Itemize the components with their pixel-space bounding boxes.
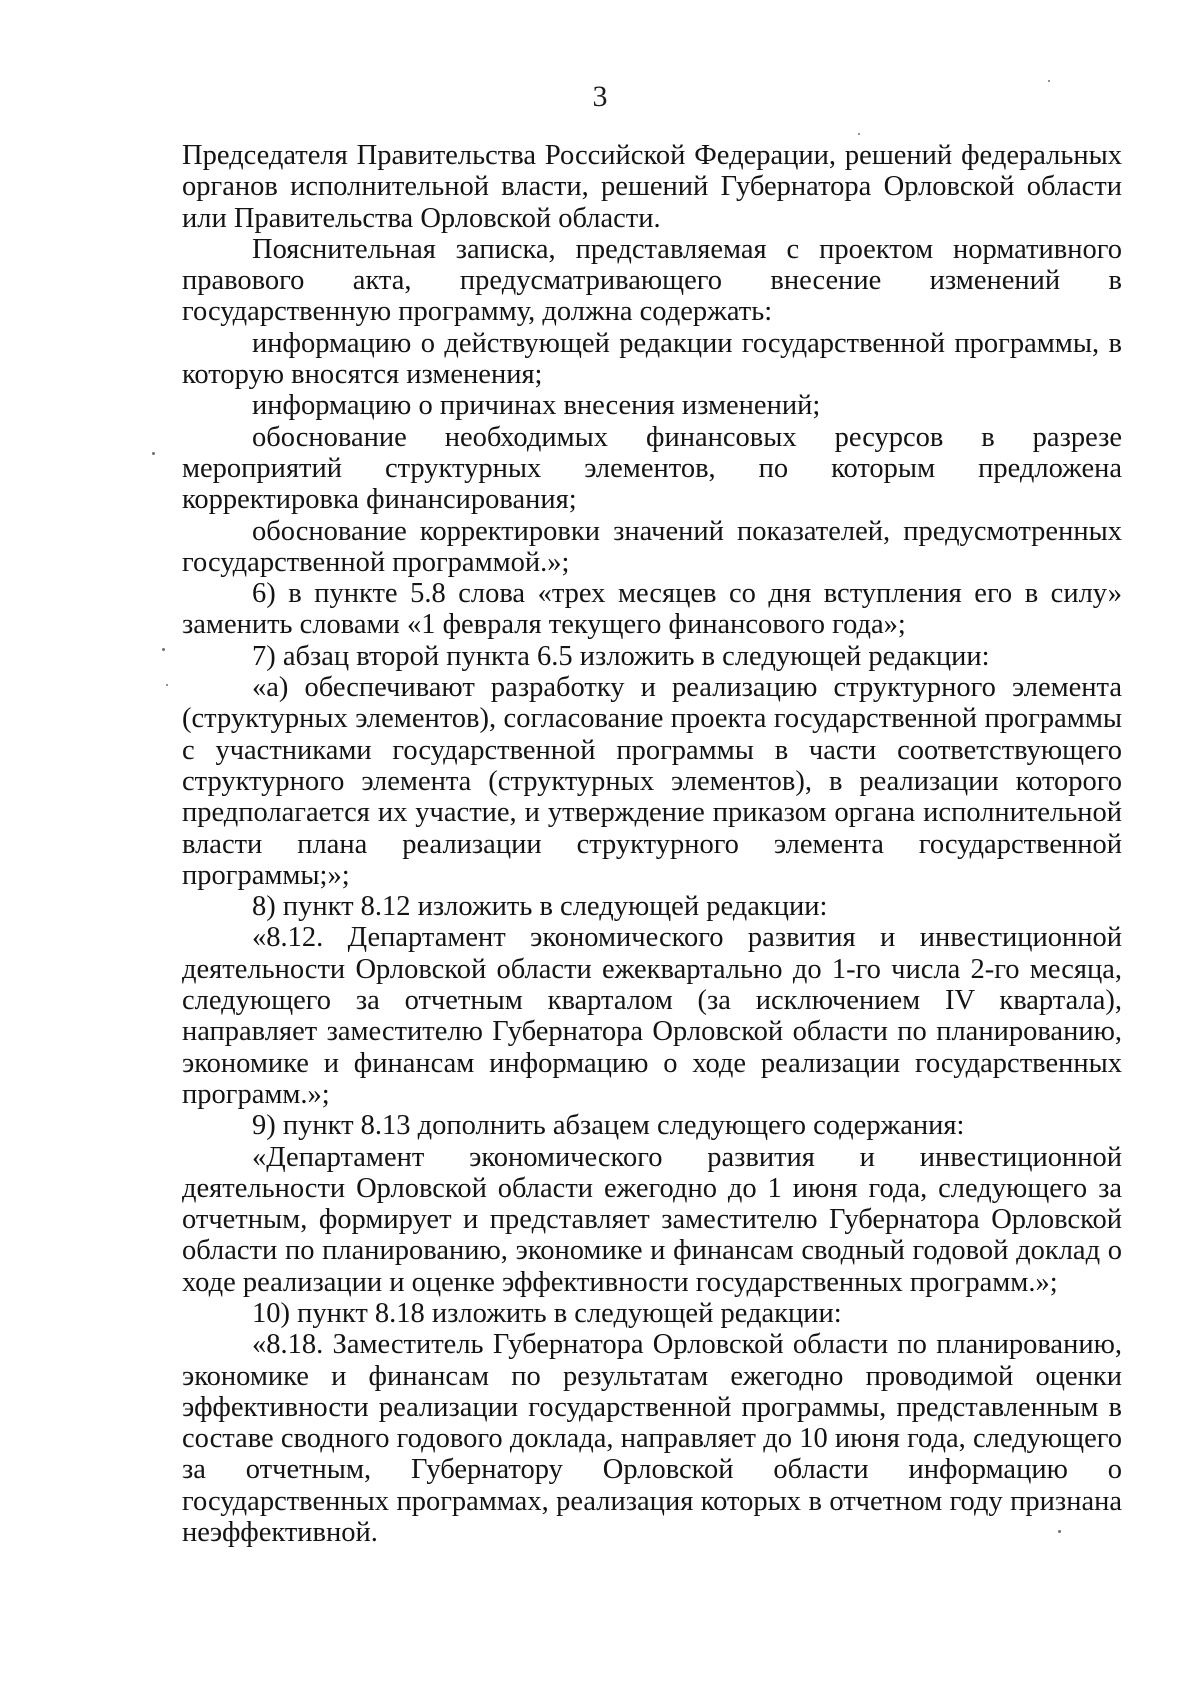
scan-speck	[858, 133, 860, 135]
paragraph: «8.18. Заместитель Губернатора Орловской области по планированию, экономике и финансам по результатам ежегодно проводимой оценки эффективности реализации государственной программы, представленным в составе сводного годового доклада, направляет до 10 июня года, следующего за отчетным, Губернатору Орловской области информацию о государственных программах, реализация которых в отчетном году признана неэффективной.	[182, 1329, 1122, 1549]
page-number: 3	[592, 80, 608, 113]
paragraph: 9) пункт 8.13 дополнить абзацем следующего содержания:	[252, 1110, 965, 1142]
paragraph: 7) абзац второй пункта 6.5 изложить в следующей редакции:	[252, 640, 990, 672]
paragraph: Председателя Правительства Российской Федерации, решений федеральных органов исполнительной власти, решений Губернатора Орловской области или Правительства Орловской области.	[182, 140, 1122, 234]
scan-speck	[162, 648, 165, 651]
scan-speck	[1048, 80, 1050, 82]
paragraph: «а) обеспечивают разработку и реализацию структурного элемента (структурных элементов), согласование проекта государственной программы с участниками государственной программы в части соответствующего структурного элемента (структурных элементов), в реализации которого предполагается их участие, и утверждение приказом органа исполнительной власти плана реализации структурного элемента государственной программы;»;	[182, 672, 1122, 891]
paragraph: информацию о действующей редакции государственной программы, в которую вносятся изменения;	[182, 327, 1122, 391]
paragraph: информацию о причинах внесения изменений;	[252, 390, 821, 422]
scan-speck	[1058, 1530, 1061, 1533]
paragraph: Пояснительная записка, представляемая с проектом нормативного правового акта, предусматривающего внесение изменений в государственную программу, должна содержать:	[182, 233, 1122, 328]
paragraph: 10) пункт 8.18 изложить в следующей редакции:	[252, 1297, 842, 1329]
scan-speck	[152, 452, 155, 455]
paragraph: 6) в пункте 5.8 слова «трех месяцев со дня вступления его в силу» заменить словами «1 февраля текущего финансового года»;	[182, 578, 1122, 641]
paragraph: «8.12. Департамент экономического развития и инвестиционной деятельности Орловской области ежеквартально до 1-го числа 2-го месяца, следующего за отчетным кварталом (за исключением IV квартала), направляет заместителю Губернатора Орловской области по планированию, экономике и финансам информацию о ходе реализации государственных программ.»;	[182, 922, 1122, 1110]
paragraph: обоснование необходимых финансовых ресурсов в разрезе мероприятий структурных элементов, по которым предложена корректировка финансирования;	[182, 421, 1122, 516]
paragraph: «Департамент экономического развития и инвестиционной деятельности Орловской области ежегодно до 1 июня года, следующего за отчетным, формирует и представляет заместителю Губернатора Орловской области по планированию, экономике и финансам сводный годовой доклад о ходе реализации и оценке эффективности государственных программ.»;	[182, 1141, 1122, 1298]
scan-speck	[166, 684, 168, 686]
document-body	[182, 140, 1122, 1548]
paragraph: 8) пункт 8.12 изложить в следующей редакции:	[252, 891, 828, 923]
paragraph: обоснование корректировки значений показателей, предусмотренных государственной программой.»;	[182, 515, 1122, 578]
